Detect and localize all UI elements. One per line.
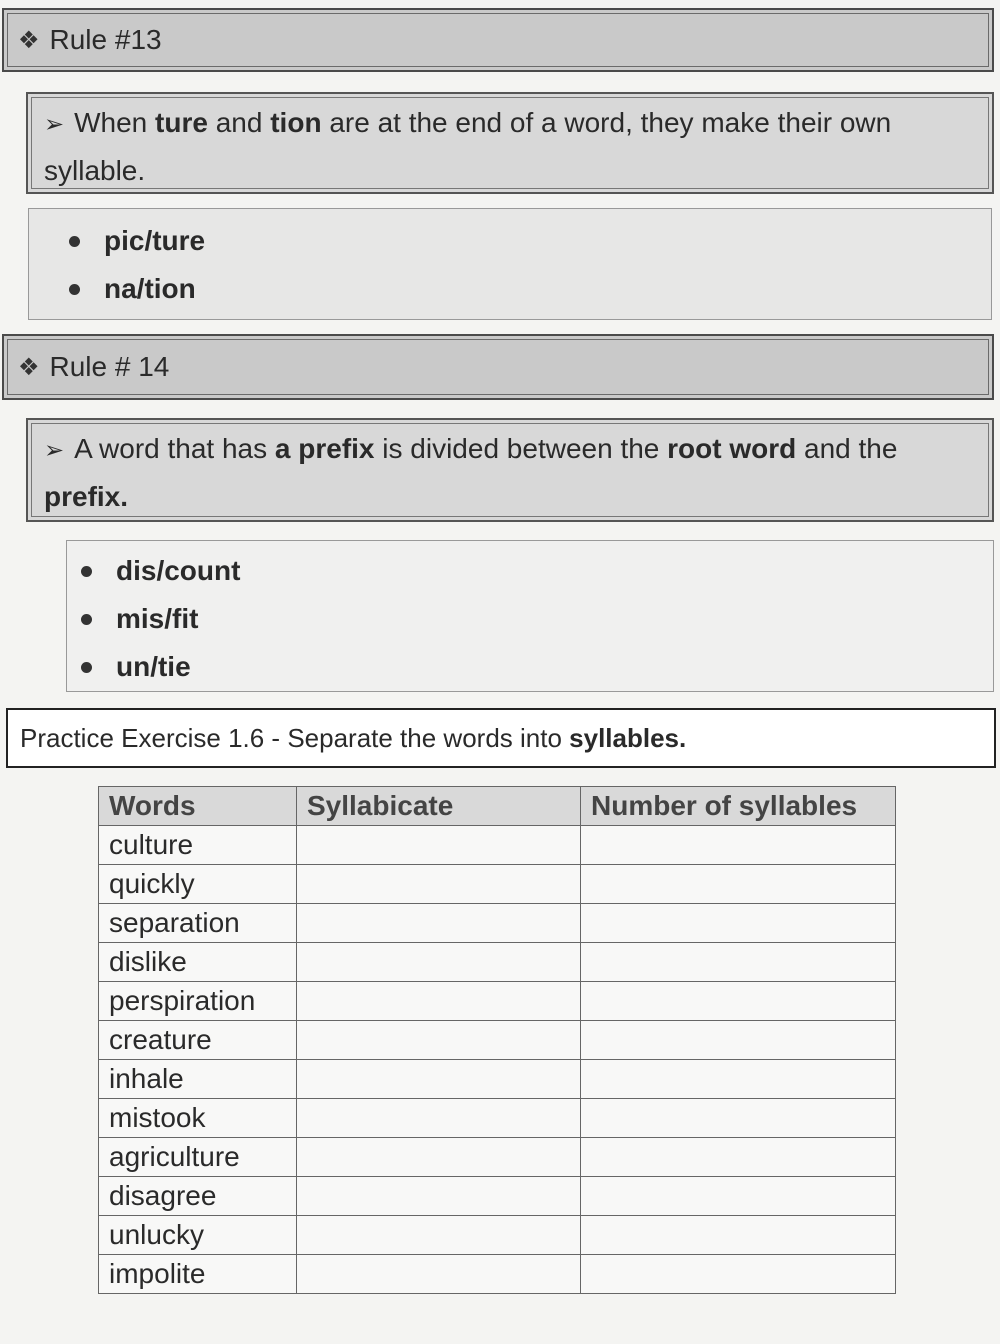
bullet-dot-icon (81, 662, 92, 673)
arrow-bullet-icon: ➢ (44, 111, 65, 138)
syllabicate-cell[interactable] (297, 943, 581, 982)
diamond-bullet-icon: ❖ (18, 353, 40, 381)
syllabicate-cell[interactable] (297, 1138, 581, 1177)
syllabicate-cell[interactable] (297, 1099, 581, 1138)
practice-label-text: Practice Exercise 1.6 - Separate the words into (20, 722, 570, 753)
syllable-count-cell[interactable] (581, 1255, 896, 1294)
rule-13-examples (28, 208, 992, 320)
syllabicate-cell[interactable] (297, 982, 581, 1021)
syllabicate-cell[interactable] (297, 1060, 581, 1099)
table-row (99, 943, 896, 982)
table-row (99, 826, 896, 865)
word-cell: quickly (99, 865, 297, 904)
list-item (81, 595, 993, 643)
list-item (69, 217, 991, 265)
rule-13-text-pre: When (74, 107, 156, 138)
word-cell: unlucky (99, 1216, 297, 1255)
example-text: na/tion (104, 273, 196, 304)
rule-14-bold-prefix-end: prefix. (44, 481, 129, 512)
syllabicate-cell[interactable] (297, 865, 581, 904)
bullet-dot-icon (81, 566, 92, 577)
syllabicate-cell[interactable] (297, 1177, 581, 1216)
table-row (99, 1099, 896, 1138)
table-row (99, 1021, 896, 1060)
table-row (99, 1216, 896, 1255)
table-row (99, 865, 896, 904)
syllabicate-cell[interactable] (297, 1255, 581, 1294)
syllable-count-cell[interactable] (581, 1138, 896, 1177)
example-text: un/tie (116, 651, 191, 682)
syllable-count-cell[interactable] (581, 1216, 896, 1255)
rule-14-text-mid: is divided between the (374, 433, 668, 464)
list-item (81, 547, 993, 595)
rule-13-bold-ture: ture (155, 107, 208, 138)
rule-13-title: Rule #13 (49, 24, 162, 55)
list-item (81, 643, 993, 691)
bullet-dot-icon (69, 284, 80, 295)
rule-13-explanation (26, 92, 994, 194)
syllabicate-cell[interactable] (297, 904, 581, 943)
table-row (99, 1177, 896, 1216)
rule-14-examples (66, 540, 994, 692)
syllable-count-cell[interactable] (581, 1177, 896, 1216)
word-cell: mistook (99, 1099, 297, 1138)
syllable-count-cell[interactable] (581, 826, 896, 865)
table-header-row (99, 787, 896, 826)
bullet-dot-icon (69, 236, 80, 247)
rule-13-header (2, 8, 994, 72)
word-cell: agriculture (99, 1138, 297, 1177)
diamond-bullet-icon: ❖ (18, 26, 40, 54)
word-cell: culture (99, 826, 297, 865)
syllabicate-cell[interactable] (297, 1216, 581, 1255)
syllable-count-cell[interactable] (581, 982, 896, 1021)
rule-13-bold-tion: tion (270, 107, 322, 138)
table-row (99, 1255, 896, 1294)
syllable-count-cell[interactable] (581, 1060, 896, 1099)
syllable-exercise-table (98, 786, 896, 1294)
rule-13-text-mid: and (207, 107, 271, 138)
practice-exercise-label (6, 708, 996, 768)
rule-14-header (2, 334, 994, 400)
example-text: mis/fit (116, 603, 199, 634)
word-cell: perspiration (99, 982, 297, 1021)
rule-14-explanation (26, 418, 994, 522)
rule-13-text-post: are at the end of a word, they make their own syllable. (44, 107, 892, 186)
list-item (69, 265, 991, 313)
table-row (99, 904, 896, 943)
word-cell: dislike (99, 943, 297, 982)
example-text: dis/count (116, 555, 241, 586)
example-text: pic/ture (104, 225, 206, 256)
word-cell: disagree (99, 1177, 297, 1216)
column-header-words: Words (99, 787, 297, 826)
practice-label-bold: syllables. (569, 722, 687, 753)
syllabicate-cell[interactable] (297, 1021, 581, 1060)
syllable-count-cell[interactable] (581, 865, 896, 904)
syllable-count-cell[interactable] (581, 1099, 896, 1138)
rule-14-bold-root-word: root word (667, 433, 797, 464)
syllable-count-cell[interactable] (581, 1021, 896, 1060)
arrow-bullet-icon: ➢ (44, 437, 65, 464)
table-row (99, 982, 896, 1021)
column-header-syllabicate: Syllabicate (297, 787, 581, 826)
bullet-dot-icon (81, 614, 92, 625)
table-row (99, 1138, 896, 1177)
word-cell: separation (99, 904, 297, 943)
rule-14-text-mid2: and the (796, 433, 898, 464)
word-cell: impolite (99, 1255, 297, 1294)
syllable-count-cell[interactable] (581, 904, 896, 943)
rule-14-title: Rule # 14 (49, 351, 170, 382)
syllable-count-cell[interactable] (581, 943, 896, 982)
column-header-number-of-syllables: Number of syllables (581, 787, 896, 826)
rule-14-bold-prefix: a prefix (274, 433, 375, 464)
word-cell: creature (99, 1021, 297, 1060)
word-cell: inhale (99, 1060, 297, 1099)
rule-14-text-pre: A word that has (74, 433, 275, 464)
table-row (99, 1060, 896, 1099)
syllabicate-cell[interactable] (297, 826, 581, 865)
